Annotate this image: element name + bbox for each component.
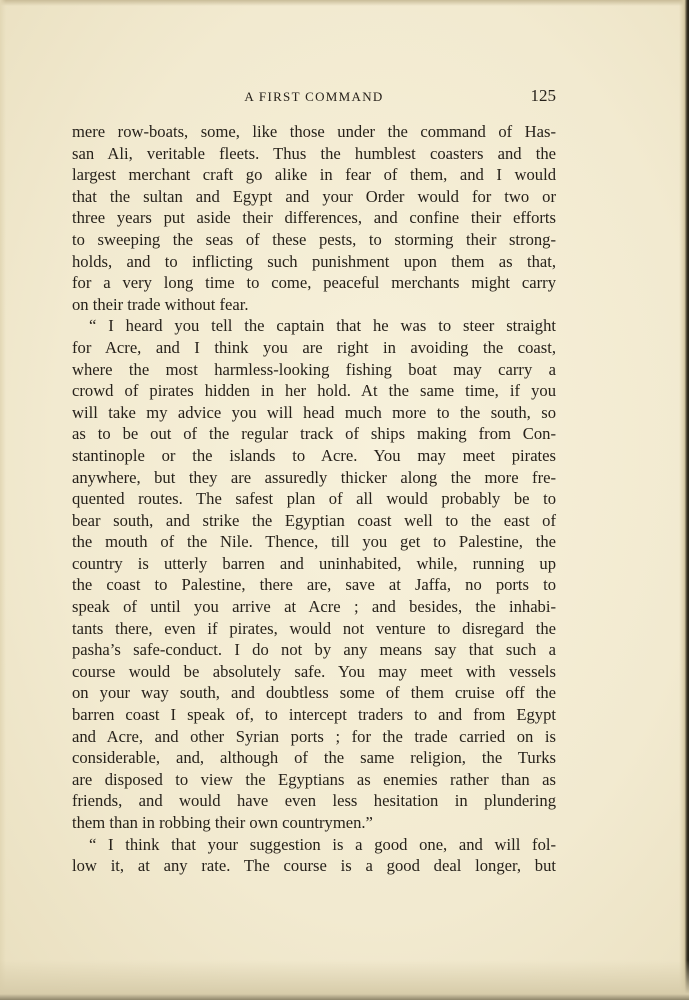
text-line: “ I heard you tell the captain that he was to steer straight — [89, 316, 556, 336]
text-line: on their trade without fear. — [72, 294, 249, 314]
text-line: stantinople or the islands to Acre. You may meet pirates — [72, 445, 556, 465]
text-line: are disposed to view the Egyptians as enemies rather than as — [72, 769, 556, 789]
text-line: for Acre, and I think you are right in avoiding the coast, — [72, 337, 556, 357]
text-line: and Acre, and other Syrian ports ; for the trade carried on is — [72, 726, 556, 746]
text-line: pasha’s safe-conduct. I do not by any means say that such a — [72, 640, 556, 660]
text-line: tants there, even if pirates, would not venture to disregard the — [72, 618, 556, 638]
text-line: three years put aside their differences, and confine their efforts — [72, 208, 556, 228]
text-line: san Ali, veritable fleets. Thus the humblest coasters and the — [72, 143, 556, 163]
page-edge-left — [0, 0, 6, 1000]
text-line: for a very long time to come, peaceful merchants might carry — [72, 273, 556, 293]
page-header — [72, 86, 556, 110]
text-line: low it, at any rate. The course is a good deal longer, but — [72, 856, 556, 876]
text-line: crowd of pirates hidden in her hold. At the same time, if you — [72, 381, 556, 401]
text-line: country is utterly barren and uninhabited, while, running up — [72, 553, 556, 573]
text-line: speak of until you arrive at Acre ; and besides, the inhabi- — [72, 597, 556, 617]
text-line: the mouth of the Nile. Thence, till you get to Palestine, the — [72, 532, 556, 552]
text-line: course would be absolutely safe. You may meet with vessels — [72, 661, 556, 681]
text-line: the coast to Palestine, there are, save at Jaffa, no ports to — [72, 575, 556, 595]
page-edge-bottom — [0, 960, 689, 1000]
text-line: largest merchant craft go alike in fear of them, and I would — [72, 165, 556, 185]
body-text — [72, 121, 556, 877]
text-line: considerable, and, although of the same religion, the Turks — [72, 748, 556, 768]
text-line: to sweeping the seas of these pests, to storming their strong- — [72, 229, 556, 249]
text-line: anywhere, but they are assuredly thicker along the more fre- — [72, 467, 556, 487]
text-line: will take my advice you will head much more to the south, so — [72, 402, 556, 422]
text-line: mere row-boats, some, like those under the command of Has- — [72, 122, 556, 141]
text-line: on your way south, and doubtless some of them cruise off the — [72, 683, 556, 703]
text-line: quented routes. The safest plan of all would probably be to — [72, 489, 556, 509]
text-line: barren coast I speak of, to intercept traders to and from Egypt — [72, 705, 556, 725]
text-line: friends, and would have even less hesitation in plundering — [72, 791, 556, 811]
page-edge-right — [679, 0, 689, 1000]
text-line: bear south, and strike the Egyptian coast well to the east of — [72, 510, 556, 530]
running-title: A FIRST COMMAND — [244, 89, 384, 104]
text-line: holds, and to inflicting such punishment upon them as that, — [72, 251, 556, 271]
text-line: that the sultan and Egypt and your Order would for two or — [72, 186, 556, 206]
text-line: “ I think that your suggestion is a good one, and will fol- — [89, 834, 556, 854]
text-line: them than in robbing their own countrymen.” — [72, 813, 373, 832]
page-number: 125 — [530, 86, 556, 105]
text-line: where the most harmless-looking fishing boat may carry a — [72, 359, 556, 379]
page-edge-top — [0, 0, 689, 6]
text-line: as to be out of the regular track of ships making from Con- — [72, 424, 556, 444]
